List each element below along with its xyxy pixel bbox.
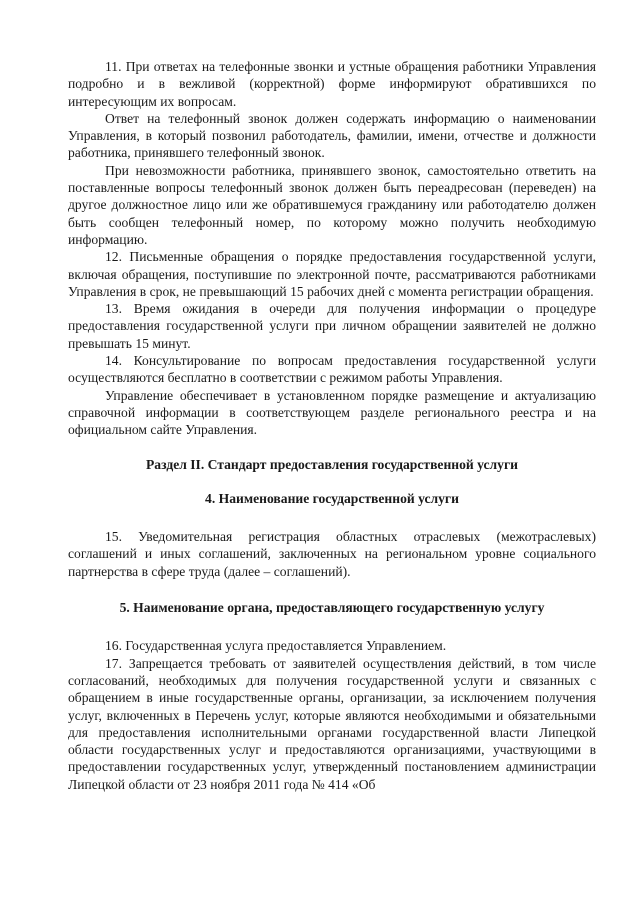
- paragraph-15: 15. Уведомительная регистрация областных отраслевых (межотраслевых) соглашений и иных соглашений, заключенных на региональном уровне социального партнерства в сфере труда (далее – соглашений).: [68, 529, 596, 579]
- paragraph-12: 12. Письменные обращения о порядке предоставления государственной услуги, включая обращения, поступившие по электронной почте, рассматриваются работниками Управления в срок, не превышающий 15 рабочих дней с момента регистрации обращения.: [68, 249, 596, 299]
- paragraph-13: 13. Время ожидания в очереди для получения информации о процедуре предоставления государственной услуги при личном обращении заявителей не должно превышать 15 минут.: [68, 301, 596, 351]
- document-page: [68, 58, 596, 793]
- spacer: [68, 616, 596, 637]
- paragraph-publication: Управление обеспечивает в установленном порядке размещение и актуализацию справочной информации в соответствующем разделе регионального реестра и на официальном сайте Управления.: [68, 387, 596, 438]
- spacer: [68, 507, 596, 528]
- spacer: [68, 473, 596, 490]
- paragraph-phone-answer: Ответ на телефонный звонок должен содержать информацию о наименовании Управления, в который позвонил работодатель, фамилии, имени, отчестве и должности работника, принявшего телефонный звонок.: [68, 110, 596, 161]
- paragraph-redirect: При невозможности работника, принявшего звонок, самостоятельно ответить на поставленные вопросы телефонный звонок должен быть переадресован (переведен) на другое должностное лицо или же обратившемуся гражданину или работодателю должен быть сообщен телефонный номер, по которому можно получить необходимую информацию.: [68, 162, 596, 247]
- spacer: [68, 439, 596, 456]
- paragraph-16: 16. Государственная услуга предоставляется Управлением.: [105, 638, 447, 654]
- paragraph-14: 14. Консультирование по вопросам предоставления государственной услуги осуществляются бесплатно в соответствии с режимом работы Управления.: [68, 353, 596, 386]
- subheading-service-name: 4. Наименование государственной услуги: [205, 490, 459, 506]
- paragraph-17: 17. Запрещается требовать от заявителей осуществления действий, в том числе согласований, необходимых для получения государственной услуги и связанных с обращением в иные государственные органы, организации, за исключением получения услуг, включенных в Перечень услуг, которые являются необходимыми и обязательными для предоставления исполнительными органами государственной власти Липецкой области государственных услуг и предоставляются организациями, участвующими в предоставлении государственных услуг, утвержденный постановлением администрации Липецкой области от 23 ноября 2011 года № 414 «Об: [68, 655, 596, 792]
- subheading-authority: 5. Наименование органа, предоставляющего государственную услугу: [119, 600, 545, 616]
- paragraph-11: 11. При ответах на телефонные звонки и устные обращения работники Управления подробно и в вежливой (корректной) форме информируют обратившихся по интересующим их вопросам.: [68, 59, 596, 109]
- spacer: [68, 580, 596, 599]
- section-heading: Раздел II. Стандарт предоставления государственной услуги: [146, 456, 518, 472]
